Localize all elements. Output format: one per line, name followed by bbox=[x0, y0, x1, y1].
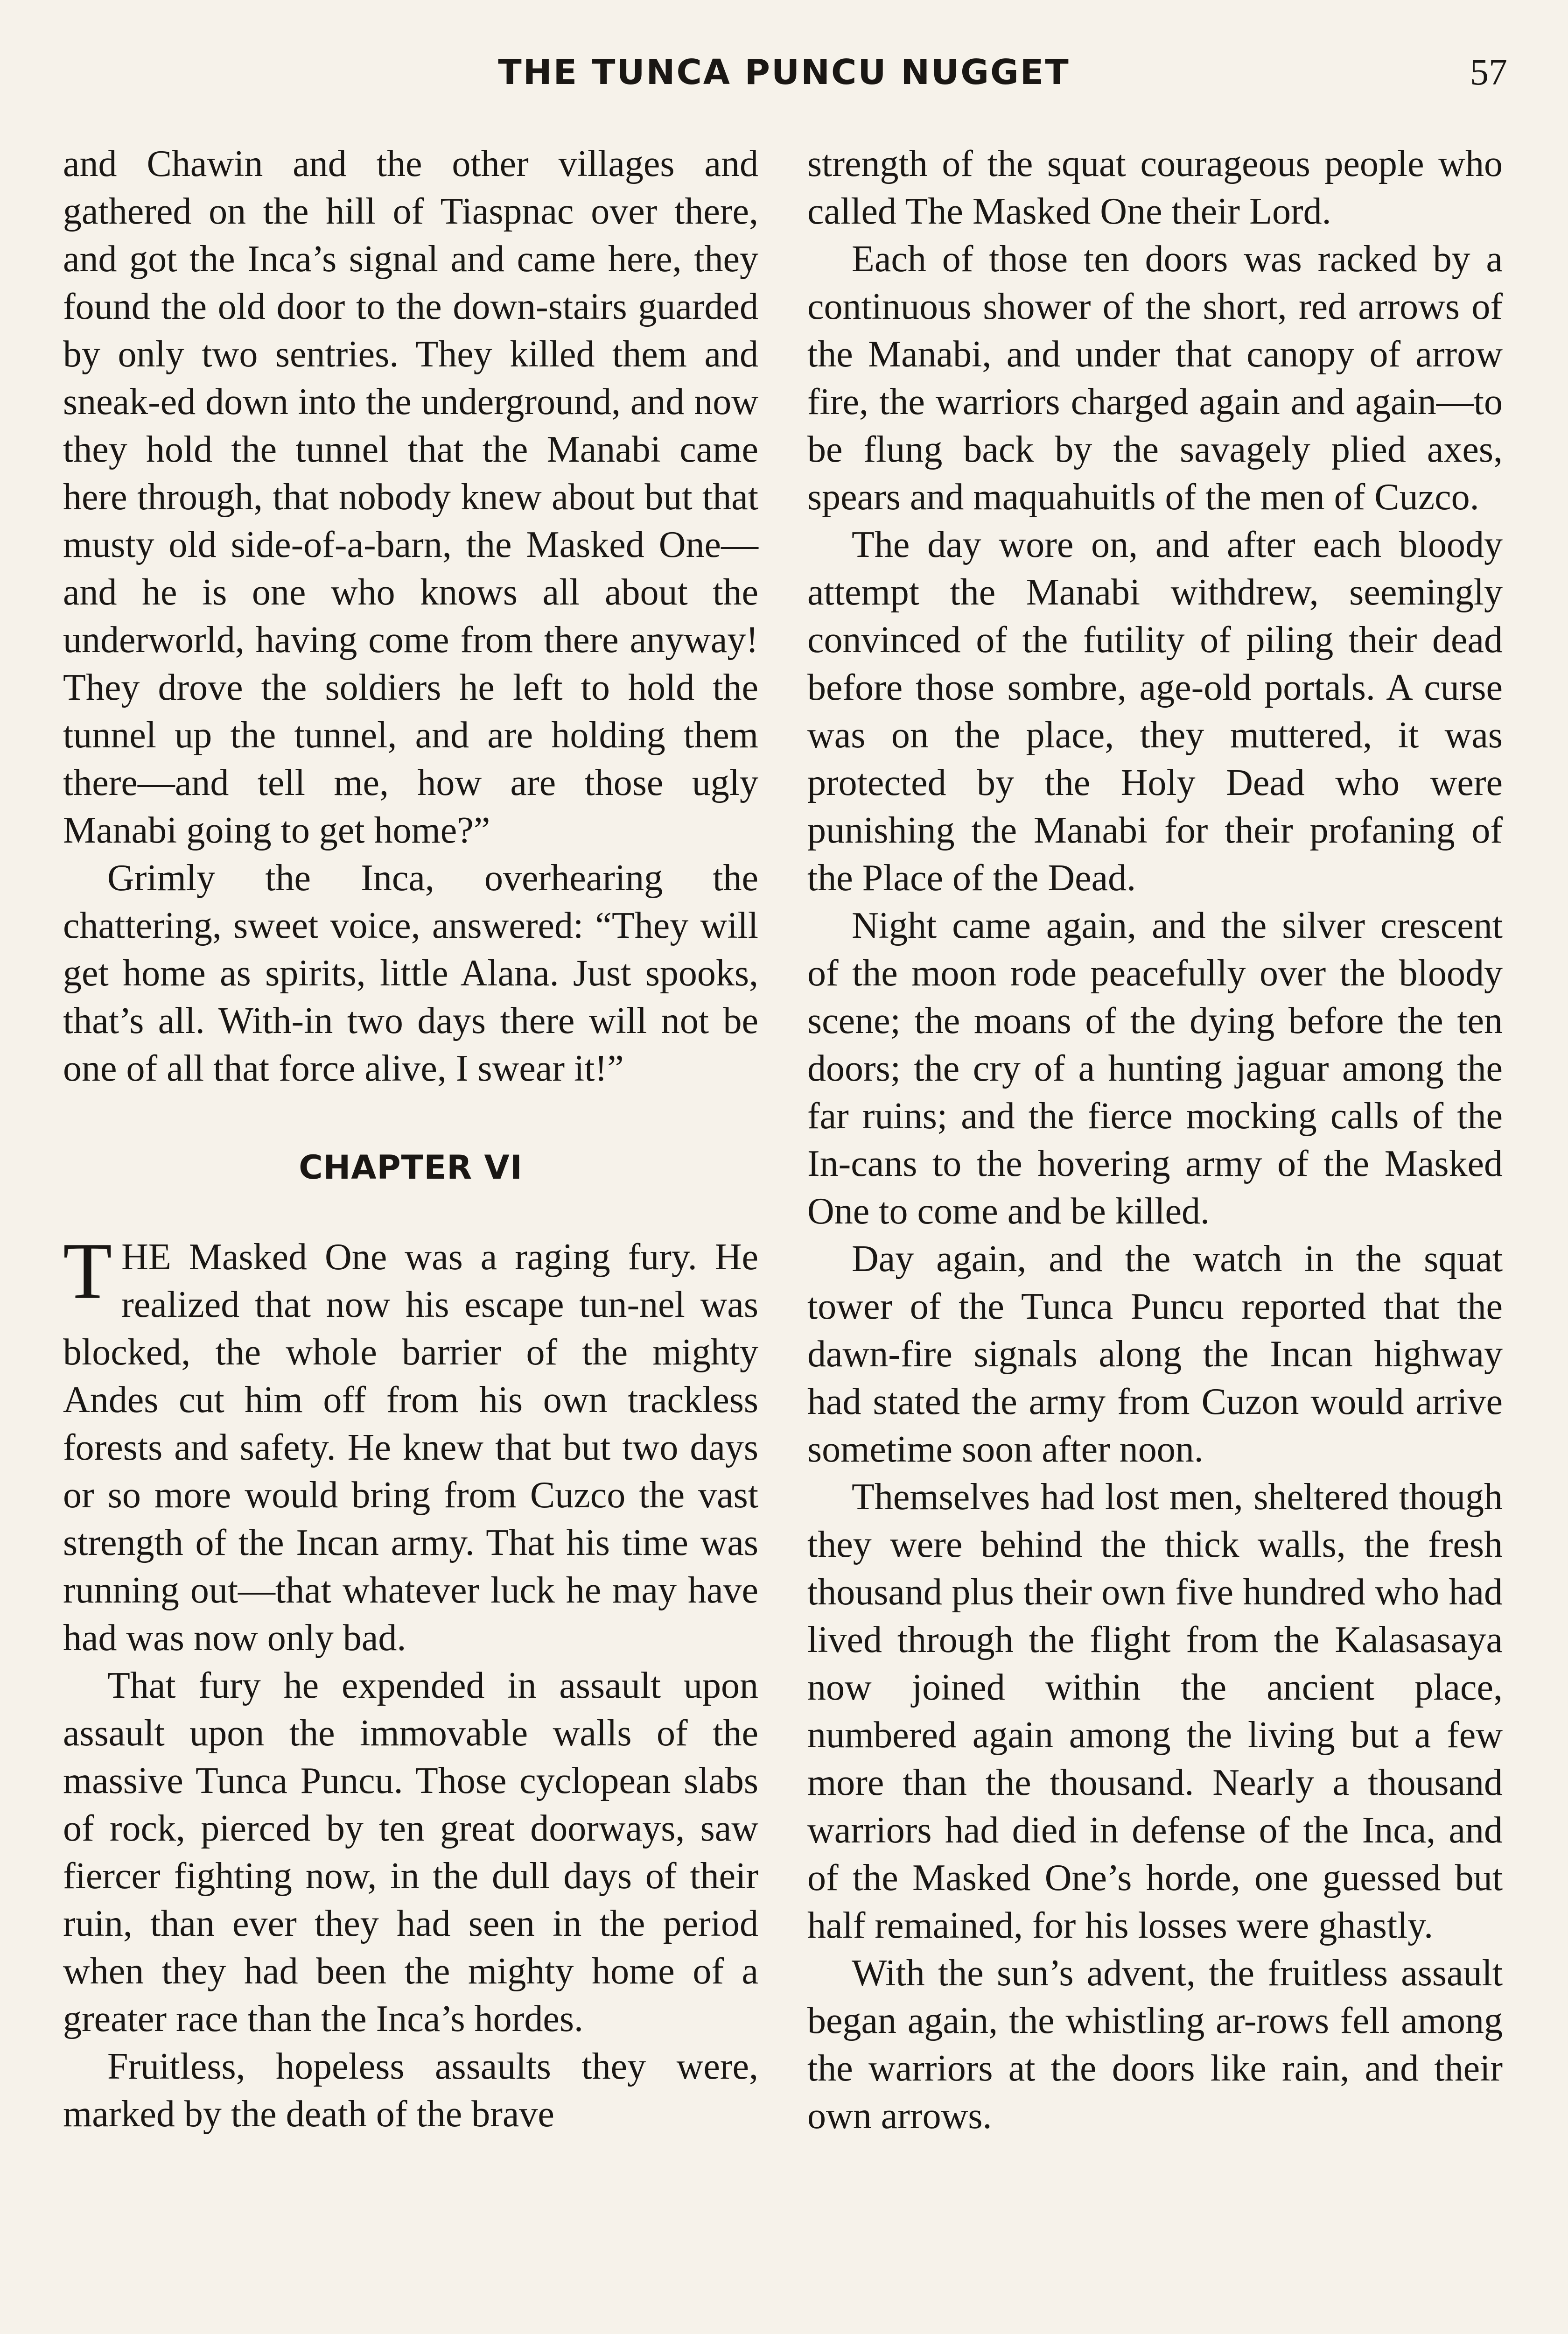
right-column bbox=[807, 140, 1503, 2140]
paragraph: strength of the squat courageous people who called The Masked One their Lord. bbox=[807, 143, 1503, 232]
paragraph: That fury he expended in assault upon assault upon the immovable walls of the massive Tunca Puncu. Those cyclopean slabs of rock, pierced by ten great doorways, saw fiercer fighting now, in the dull days of their ruin, than ever they had seen in the period when they had been the mighty home of a greater race than the Inca’s hordes. bbox=[63, 1665, 758, 2039]
chapter-opening-paragraph bbox=[63, 1227, 758, 1662]
left-column bbox=[63, 140, 758, 2138]
paragraph: and Chawin and the other villages and gathered on the hill of Tiaspnac over there, and got the Inca’s signal and came here, they found the old door to the down-stairs guarded by only two sentries. They killed them and sneak-ed down into the underground, and now they hold the tunnel that the Manabi came here through, that nobody knew about but that musty old side-of-a-barn, the Masked One—and he is one who knows all about the underworld, having come from there anyway! They drove the soldiers he left to hold the tunnel up the tunnel, and are holding them there—and tell me, how are those ugly Manabi going to get home?” bbox=[63, 143, 758, 851]
paragraph: Grimly the Inca, overhearing the chattering, sweet voice, answered: “They will get home as spirits, little Alana. Just spooks, that’s all. With-in two days there will not be one of all that force alive, I swear it!” bbox=[63, 858, 758, 1089]
paragraph: With the sun’s advent, the fruitless assault began again, the whistling ar-rows fell among the warriors at the doors like rain, and their own arrows. bbox=[807, 1953, 1503, 2137]
page-number: 57 bbox=[1470, 52, 1507, 93]
running-title: THE TUNCA PUNCU NUGGET bbox=[498, 52, 1070, 92]
paragraph-text: HE Masked One was a raging fury. He realized that now his escape tun-nel was blocked, the whole barrier of the mighty Andes cut him off from his own trackless forests and safety. He knew that but two days or so more would bring from Cuzco the vast strength of the Incan army. That his time was running out—that whatever luck he may have had was now only bad. bbox=[63, 1237, 758, 1659]
paragraph: Each of those ten doors was racked by a continuous shower of the short, red arrows of the Manabi, and under that canopy of arrow fire, the warriors charged again and again—to be flung back by the savagely plied axes, spears and maquahuitls of the men of Cuzco. bbox=[807, 239, 1503, 518]
paragraph: Themselves had lost men, sheltered though they were behind the thick walls, the fresh thousand plus their own five hundred who had lived through the flight from the Kalasasaya now joined within the ancient place, numbered again among the living but a few more than the thousand. Nearly a thousand warriors had died in defense of the Inca, and of the Masked One’s horde, one guessed but half remained, for his losses were ghastly. bbox=[807, 1476, 1503, 1946]
page-header bbox=[61, 47, 1507, 98]
paragraph: Night came again, and the silver crescent of the moon rode peacefully over the bloody scene; the moans of the dying before the ten doors; the cry of a hunting jaguar among the far ruins; and the fierce mocking calls of the In-cans to the hovering army of the Masked One to come and be killed. bbox=[807, 905, 1503, 1232]
paragraph: The day wore on, and after each bloody attempt the Manabi withdrew, seemingly convinced of the futility of piling their dead before those sombre, age-old portals. A curse was on the place, they muttered, it was protected by the Holy Dead who were punishing the Manabi for their profaning of the Place of the Dead. bbox=[807, 524, 1503, 899]
chapter-heading: CHAPTER VI bbox=[299, 1148, 523, 1187]
paragraph: Fruitless, hopeless assaults they were, marked by the death of the brave bbox=[63, 2046, 758, 2135]
drop-cap: T bbox=[63, 1227, 112, 1315]
paragraph: Day again, and the watch in the squat tower of the Tunca Puncu reported that the dawn-fire signals along the Incan highway had stated the army from Cuzon would arrive sometime soon after noon. bbox=[807, 1238, 1503, 1470]
